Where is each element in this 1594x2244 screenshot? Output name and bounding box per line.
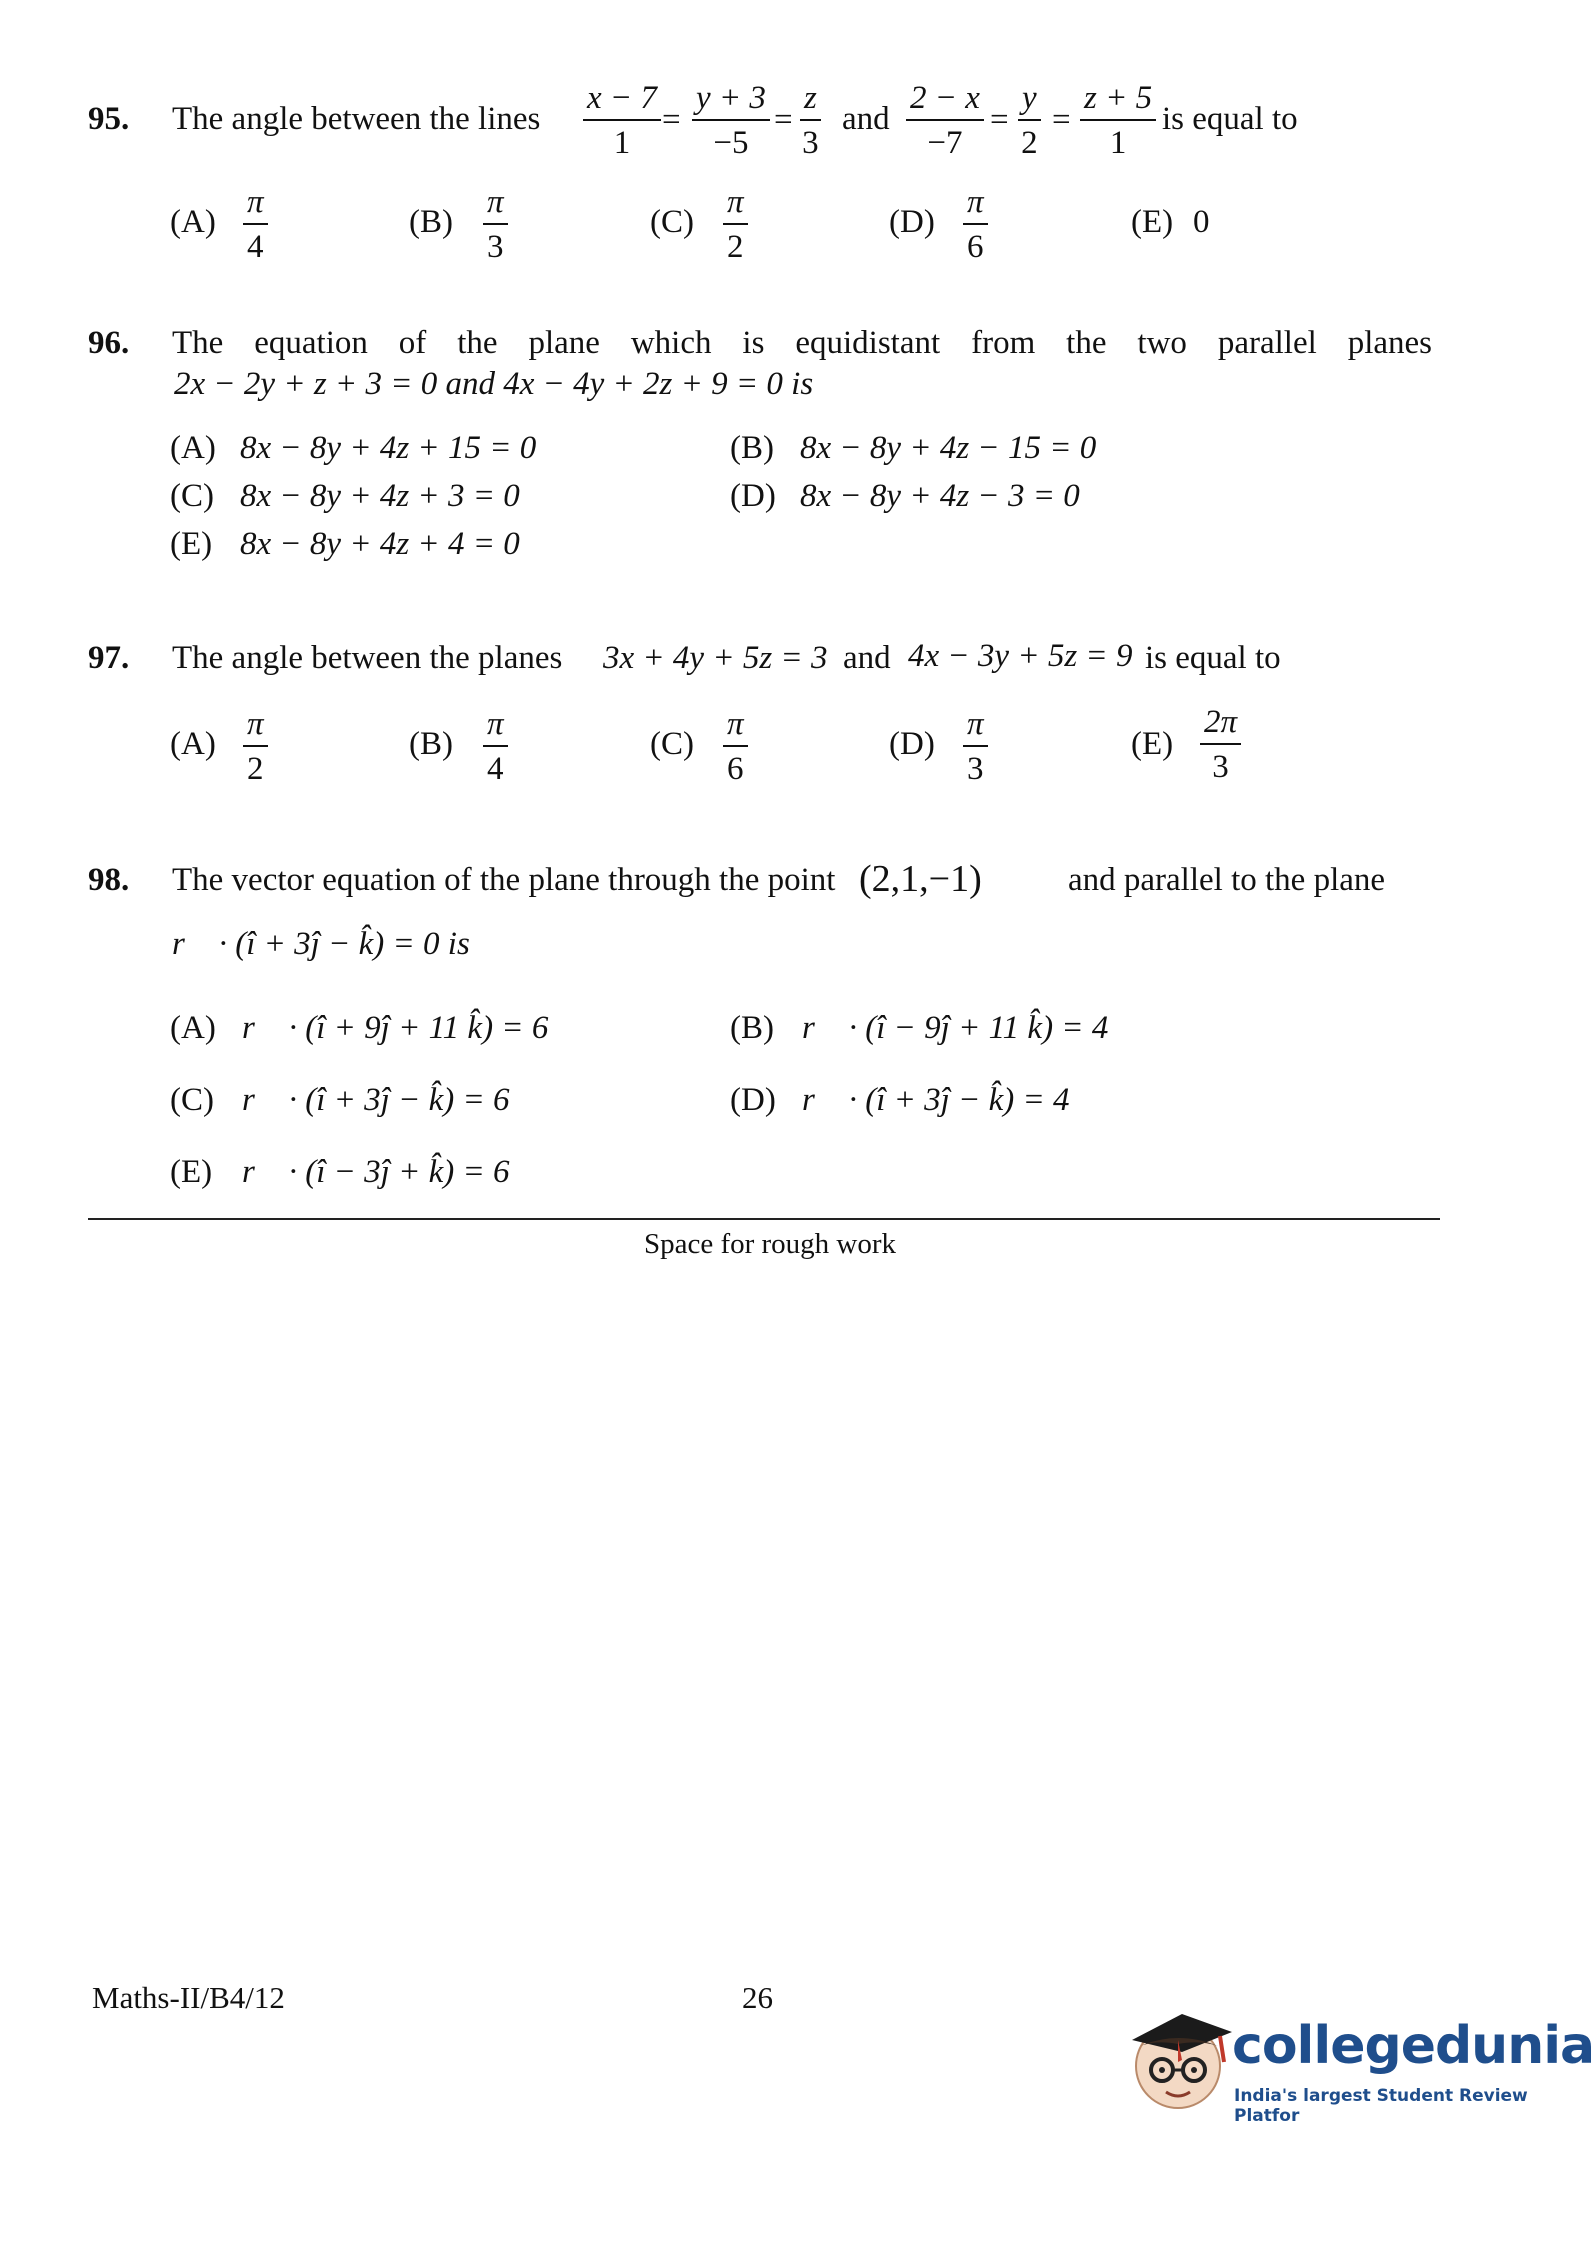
option-label: (E) — [1131, 726, 1174, 762]
option-text: r⃗ · (î + 3ĵ − k̂) = 4 — [802, 1082, 1070, 1118]
question-stem: The angle between the planes — [172, 640, 563, 676]
option-text: 8x − 8y + 4z − 3 = 0 — [800, 478, 1080, 514]
connector-text: and — [843, 640, 891, 676]
option-text: 8x − 8y + 4z + 4 = 0 — [240, 526, 520, 562]
option-text: r⃗ · (î − 3ĵ + k̂) = 6 — [242, 1154, 510, 1190]
option-fraction: $\frac{\pi}{6}$ — [963, 186, 988, 264]
option-label: (B) — [730, 430, 774, 466]
fraction: $\frac{z + 5}{1}$ — [1080, 82, 1156, 160]
fraction: $\frac{2 - x}{-7}$ — [906, 82, 984, 160]
fraction: $\frac{y}{2}$ — [1018, 82, 1041, 160]
question-number: 97. — [88, 640, 130, 676]
option-label: (C) — [650, 726, 694, 762]
equals-sign: = — [1052, 102, 1071, 138]
plane-vector-equation: r⃗ · (î + 3ĵ − k̂) = 0 is — [172, 926, 470, 962]
option-label: (D) — [730, 1082, 776, 1118]
fraction: $\frac{z}{3}$ — [800, 82, 821, 160]
option-fraction: $\frac{\pi}{6}$ — [723, 708, 748, 786]
option-fraction: $\frac{\pi}{3}$ — [483, 186, 508, 264]
option-fraction: $\frac{\pi}{2}$ — [723, 186, 748, 264]
option-label: (E) — [170, 1154, 213, 1190]
question-stem: The vector equation of the plane through the point — [172, 862, 836, 898]
option-label: (A) — [170, 726, 216, 762]
question-stem-equations: 2x − 2y + z + 3 = 0 and 4x − 4y + 2z + 9 = 0 is — [174, 366, 814, 402]
option-label: (D) — [889, 726, 935, 762]
fraction: $\frac{y + 3}{-5}$ — [692, 82, 770, 160]
option-fraction: $\frac{2\pi}{3}$ — [1200, 706, 1241, 784]
option-label: (A) — [170, 1010, 216, 1046]
option-value: 0 — [1193, 204, 1210, 240]
option-fraction: $\frac{\pi}{3}$ — [963, 708, 988, 786]
collegedunia-mascot-icon — [1120, 2000, 1240, 2120]
option-text: r⃗ · (î − 9ĵ + 11 k̂) = 4 — [802, 1010, 1109, 1046]
option-text: r⃗ · (î + 9ĵ + 11 k̂) = 6 — [242, 1010, 549, 1046]
option-label: (D) — [889, 204, 935, 240]
option-label: (B) — [409, 204, 453, 240]
option-label: (C) — [170, 478, 214, 514]
option-text: 8x − 8y + 4z + 3 = 0 — [240, 478, 520, 514]
plane-equation: 4x − 3y + 5z = 9 — [908, 638, 1133, 674]
option-label: (B) — [409, 726, 453, 762]
footer-page-number: 26 — [742, 1980, 773, 2015]
option-fraction: $\frac{\pi}{4}$ — [483, 708, 508, 786]
equals-sign: = — [774, 102, 793, 138]
question-stem: The angle between the lines — [172, 101, 541, 137]
option-label: (A) — [170, 204, 216, 240]
plane-equation: 3x + 4y + 5z = 3 — [603, 640, 828, 676]
equals-sign: = — [990, 102, 1009, 138]
option-label: (B) — [730, 1010, 774, 1046]
rough-work-label: Space for rough work — [643, 1228, 897, 1260]
question-stem-suffix: and parallel to the plane — [1068, 862, 1386, 898]
option-text: 8x − 8y + 4z − 15 = 0 — [800, 430, 1097, 466]
collegedunia-tagline: India's largest Student Review Platfor — [1234, 2086, 1528, 2126]
point-coordinates: (2,1,−1) — [859, 858, 982, 900]
equals-sign: = — [662, 102, 681, 138]
collegedunia-brand: collegedunia — [1232, 2016, 1594, 2076]
question-number: 98. — [88, 862, 130, 898]
option-text: r⃗ · (î + 3ĵ − k̂) = 6 — [242, 1082, 510, 1118]
option-label: (E) — [1131, 204, 1174, 240]
connector-text: and — [842, 101, 890, 137]
question-stem: The equation of the plane which is equidistant from the two parallel planes — [172, 325, 1432, 361]
option-text: 8x − 8y + 4z + 15 = 0 — [240, 430, 537, 466]
option-fraction: $\frac{\pi}{4}$ — [243, 186, 268, 264]
option-fraction: $\frac{\pi}{2}$ — [243, 708, 268, 786]
question-stem-suffix: is equal to — [1162, 101, 1298, 137]
divider-line — [88, 1218, 1440, 1220]
option-label: (E) — [170, 526, 213, 562]
question-stem-suffix: is equal to — [1145, 640, 1281, 676]
footer-paper-code: Maths-II/B4/12 — [92, 1980, 285, 2015]
question-number: 96. — [88, 325, 130, 361]
fraction: $\frac{x - 7}{1}$ — [583, 82, 661, 160]
question-number: 95. — [88, 101, 130, 137]
option-label: (C) — [170, 1082, 214, 1118]
option-label: (A) — [170, 430, 216, 466]
option-label: (C) — [650, 204, 694, 240]
option-label: (D) — [730, 478, 776, 514]
